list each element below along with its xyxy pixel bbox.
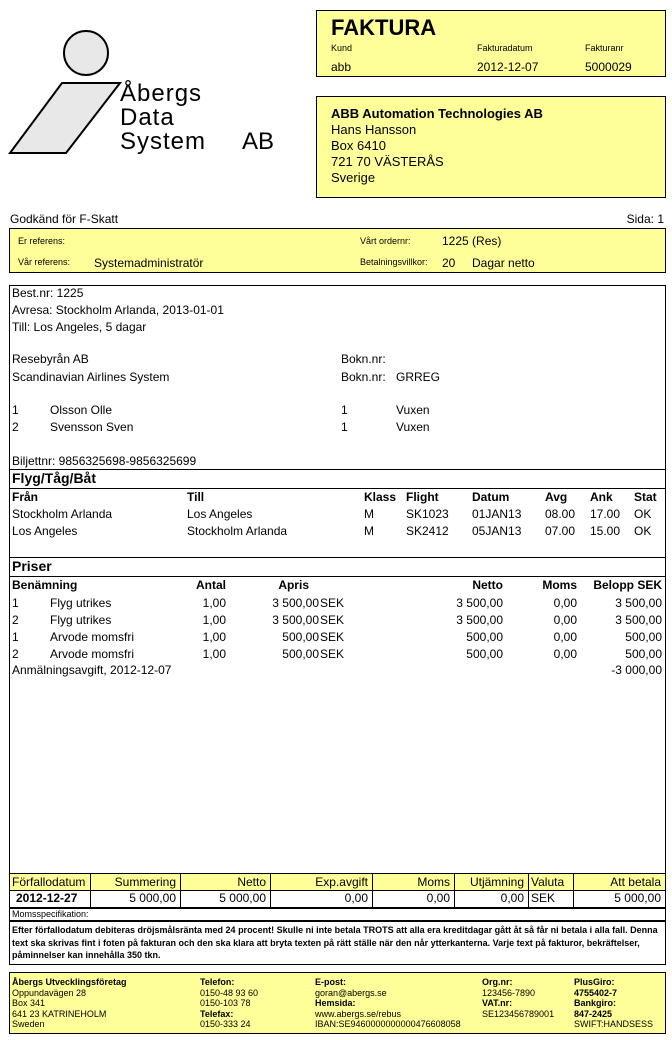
footer-org: 123456-7890 xyxy=(482,987,536,998)
passenger-count: 1 xyxy=(341,420,348,434)
footer-city: 641 23 KATRINEHOLM xyxy=(12,1008,107,1019)
fskatt-text: Godkänd för F-Skatt xyxy=(10,212,119,226)
company-logo xyxy=(8,28,298,158)
col-status: Stat xyxy=(634,490,657,504)
logo-line3: System xyxy=(120,128,207,155)
footer-phone-2: 0150-103 78 xyxy=(200,998,251,1008)
price-currency: SEK xyxy=(320,613,345,627)
price-row xyxy=(10,630,665,647)
flight-dep: 07.00 xyxy=(545,524,576,538)
invoice-number-value: 5000029 xyxy=(585,60,632,74)
footer-bankgiro: 847-2425 xyxy=(574,1008,613,1019)
recipient-country: Sverige xyxy=(331,170,376,185)
passenger-type: Vuxen xyxy=(396,420,430,434)
flight-from: Stockholm Arlanda xyxy=(12,507,113,521)
passenger-type: Vuxen xyxy=(396,403,430,417)
price-row xyxy=(10,613,665,630)
footer-phone-label: Telefon: xyxy=(200,977,235,987)
prices-header-row xyxy=(10,578,665,595)
ticket-numbers: Biljettnr: 9856325698-9856325699 xyxy=(12,454,197,468)
invoice-body xyxy=(9,285,666,874)
flight-number: SK2412 xyxy=(406,524,449,538)
price-name: Arvode momsfri xyxy=(50,647,135,661)
payment-notice-text: Efter förfallodatum debiteras dröjsmålsränta med 24 procent! Skulle ni inte betala TROTS att alla era kreditdagar gått åt så får ni betala i alla fall. Denna text ska skrivas fint i foten på fakturan och den ska klara att bryta texten på rätt ställe när den når ytterkanterna. Varje text på fakturor, bekräftelser, påminnelser kan innehålla 350 tkn. xyxy=(12,925,658,960)
totals-net: 5 000,00 xyxy=(219,891,266,905)
footer-email-label: E-post: xyxy=(315,977,346,987)
passenger-row xyxy=(10,420,665,437)
footer-email[interactable]: goran@abergs.se xyxy=(315,987,387,998)
col-amount: Belopp SEK xyxy=(593,578,662,592)
footer-org-label: Org.nr: xyxy=(482,977,513,987)
price-amount: 3 500,00 xyxy=(615,596,662,610)
fee-label: Anmälningsavgift, 2012-12-07 xyxy=(12,663,172,677)
price-currency: SEK xyxy=(320,630,345,644)
passenger-row xyxy=(10,403,665,420)
airline: Scandinavian Airlines System xyxy=(12,370,170,384)
booking-ref-label-1: Bokn.nr: xyxy=(341,352,386,366)
customer-value: abb xyxy=(331,60,352,74)
footer-web-label: Hemsida: xyxy=(315,998,356,1008)
price-nr: 2 xyxy=(12,647,19,661)
price-vat: 0,00 xyxy=(553,613,577,627)
passenger-name: Olsson Olle xyxy=(50,403,113,417)
totals-header-currency: Valuta xyxy=(531,875,565,889)
company-footer xyxy=(9,972,666,1034)
passenger-nr: 2 xyxy=(12,420,19,434)
logo-line3b: AB xyxy=(242,128,275,155)
booking-ref-label-2: Bokn.nr: xyxy=(341,370,386,384)
order-number-label: Vårt ordernr: xyxy=(360,236,411,246)
totals-header-sum: Summering xyxy=(114,875,176,889)
flight-date: 05JAN13 xyxy=(472,524,522,538)
price-unit: 3 500,00 xyxy=(272,596,319,610)
page-number: Sida: 1 xyxy=(626,212,664,226)
vat-specification xyxy=(9,908,666,921)
price-name: Arvode momsfri xyxy=(50,630,135,644)
recipient-person: Hans Hansson xyxy=(331,122,417,137)
flight-from: Los Angeles xyxy=(12,524,78,538)
flight-status: OK xyxy=(634,507,652,521)
totals-to-pay: 5 000,00 xyxy=(614,891,661,905)
footer-phone-1: 0150-48 93 60 xyxy=(200,987,259,998)
passenger-name: Svensson Sven xyxy=(50,420,134,434)
flight-to: Stockholm Arlanda xyxy=(187,524,288,538)
price-nr: 2 xyxy=(12,613,19,627)
footer-fax: 0150-333 24 xyxy=(200,1019,251,1029)
col-qty: Antal xyxy=(196,578,226,592)
col-vat: Moms xyxy=(542,578,577,592)
price-qty: 1,00 xyxy=(202,630,226,644)
price-row xyxy=(10,647,665,664)
totals-due-date: 2012-12-27 xyxy=(16,891,78,905)
recipient-city: 721 70 VÄSTERÅS xyxy=(331,154,444,169)
flight-row xyxy=(10,524,665,541)
totals-header-net: Netto xyxy=(237,875,266,889)
col-unit-price: Apris xyxy=(278,578,309,592)
totals-header-due: Förfallodatum xyxy=(12,875,86,889)
our-reference-value: Systemadministratör xyxy=(94,256,204,270)
footer-plusgiro: 4755402-7 xyxy=(574,987,618,998)
invoice-header-box xyxy=(316,10,666,77)
invoice-title: FAKTURA xyxy=(331,15,437,40)
booking-number: Best.nr: 1225 xyxy=(12,286,84,300)
flight-arr: 15.00 xyxy=(590,524,621,538)
logo-line2: Data xyxy=(120,104,175,131)
flights-section-title: Flyg/Tåg/Båt xyxy=(12,470,97,486)
recipient-box: Box 6410 xyxy=(331,138,386,153)
customer-label: Kund xyxy=(331,43,353,53)
col-name: Benämning xyxy=(12,578,78,592)
col-dep: Avg xyxy=(545,490,568,504)
flight-date: 01JAN13 xyxy=(472,507,522,521)
price-amount: 3 500,00 xyxy=(615,613,662,627)
passenger-nr: 1 xyxy=(12,403,19,417)
order-number-value: 1225 (Res) xyxy=(442,234,502,248)
booking-ref-value-2: GRREG xyxy=(396,370,441,384)
flight-class: M xyxy=(364,507,374,521)
payment-terms-text: Dagar netto xyxy=(472,256,535,270)
totals-vat: 0,00 xyxy=(426,891,450,905)
footer-company: Åbergs Utvecklingsföretag xyxy=(12,977,127,987)
totals-sum: 5 000,00 xyxy=(129,891,176,905)
flight-arr: 17.00 xyxy=(590,507,621,521)
payment-notice xyxy=(9,921,666,965)
our-reference-label: Vår referens: xyxy=(18,257,71,267)
flights-header-row xyxy=(10,490,665,507)
flight-row xyxy=(10,507,665,524)
footer-fax-label: Telefax: xyxy=(200,1008,234,1019)
invoice-number-label: Fakturanr xyxy=(585,43,624,53)
totals-currency: SEK xyxy=(531,891,556,905)
payment-terms-days: 20 xyxy=(442,256,456,270)
recipient-address-box xyxy=(316,96,666,198)
col-to: Till xyxy=(187,490,205,504)
flight-class: M xyxy=(364,524,374,538)
price-name: Flyg utrikes xyxy=(50,613,112,627)
footer-box: Box 341 xyxy=(12,998,46,1008)
passenger-count: 1 xyxy=(341,403,348,417)
price-net: 3 500,00 xyxy=(456,596,503,610)
price-qty: 1,00 xyxy=(202,613,226,627)
price-vat: 0,00 xyxy=(553,596,577,610)
footer-swift: SWIFT:HANDSESS xyxy=(574,1019,654,1029)
price-amount: 500,00 xyxy=(625,630,662,644)
logo-line1: Åbergs xyxy=(120,80,203,107)
col-date: Datum xyxy=(472,490,510,504)
footer-web[interactable]: www.abergs.se/rebus xyxy=(315,1008,402,1019)
footer-plusgiro-label: PlusGiro: xyxy=(574,977,615,987)
price-name: Flyg utrikes xyxy=(50,596,112,610)
col-net: Netto xyxy=(472,578,503,592)
flight-dep: 08.00 xyxy=(545,507,576,521)
footer-vat: SE123456789001 xyxy=(482,1008,555,1019)
your-reference-label: Er referens: xyxy=(18,236,66,246)
price-vat: 0,00 xyxy=(553,630,577,644)
price-unit: 3 500,00 xyxy=(272,613,319,627)
price-net: 500,00 xyxy=(466,630,503,644)
recipient-company: ABB Automation Technologies AB xyxy=(331,106,543,121)
price-vat: 0,00 xyxy=(553,647,577,661)
totals-header-fee: Exp.avgift xyxy=(315,875,368,889)
totals-header-topay: Att betala xyxy=(610,875,661,889)
footer-street: Oppundavägen 28 xyxy=(12,987,87,998)
footer-iban: IBAN:SE9460000000000476608058 xyxy=(315,1019,461,1029)
price-qty: 1,00 xyxy=(202,647,226,661)
price-net: 3 500,00 xyxy=(456,613,503,627)
invoice-date-label: Fakturadatum xyxy=(477,43,533,53)
price-row xyxy=(10,596,665,613)
price-currency: SEK xyxy=(320,596,345,610)
price-qty: 1,00 xyxy=(202,596,226,610)
flight-to: Los Angeles xyxy=(187,507,253,521)
footer-country: Sweden xyxy=(12,1019,45,1029)
fee-value: -3 000,00 xyxy=(611,663,662,677)
flight-number: SK1023 xyxy=(406,507,449,521)
departure-info: Avresa: Stockholm Arlanda, 2013-01-01 xyxy=(12,303,224,317)
price-unit: 500,00 xyxy=(282,647,319,661)
fee-row xyxy=(10,663,665,680)
flight-status: OK xyxy=(634,524,652,538)
destination-info: Till: Los Angeles, 5 dagar xyxy=(12,320,147,334)
price-nr: 1 xyxy=(12,596,19,610)
footer-vat-label: VAT.nr: xyxy=(482,998,513,1008)
totals-rounding: 0,00 xyxy=(500,891,524,905)
price-currency: SEK xyxy=(320,647,345,661)
totals-grid xyxy=(9,874,666,908)
travel-agency: Resebyrån AB xyxy=(12,352,89,366)
price-unit: 500,00 xyxy=(282,630,319,644)
col-class: Klass xyxy=(364,490,397,504)
totals-header-vat: Moms xyxy=(417,875,450,889)
price-net: 500,00 xyxy=(466,647,503,661)
price-nr: 1 xyxy=(12,630,19,644)
prices-section-title: Priser xyxy=(12,558,52,574)
vat-specification-label: Momsspecifikation: xyxy=(12,909,89,919)
footer-bankgiro-label: Bankgiro: xyxy=(574,998,617,1008)
payment-terms-label: Betalningsvillkor: xyxy=(360,257,428,267)
invoice-date-value: 2012-12-07 xyxy=(477,60,539,74)
col-flight: Flight xyxy=(406,490,439,504)
totals-fee: 0,00 xyxy=(344,891,368,905)
price-amount: 500,00 xyxy=(625,647,662,661)
references-box xyxy=(9,228,666,273)
col-from: Från xyxy=(12,490,39,504)
totals-header-rounding: Utjämning xyxy=(469,875,524,889)
col-arr: Ank xyxy=(590,490,613,504)
